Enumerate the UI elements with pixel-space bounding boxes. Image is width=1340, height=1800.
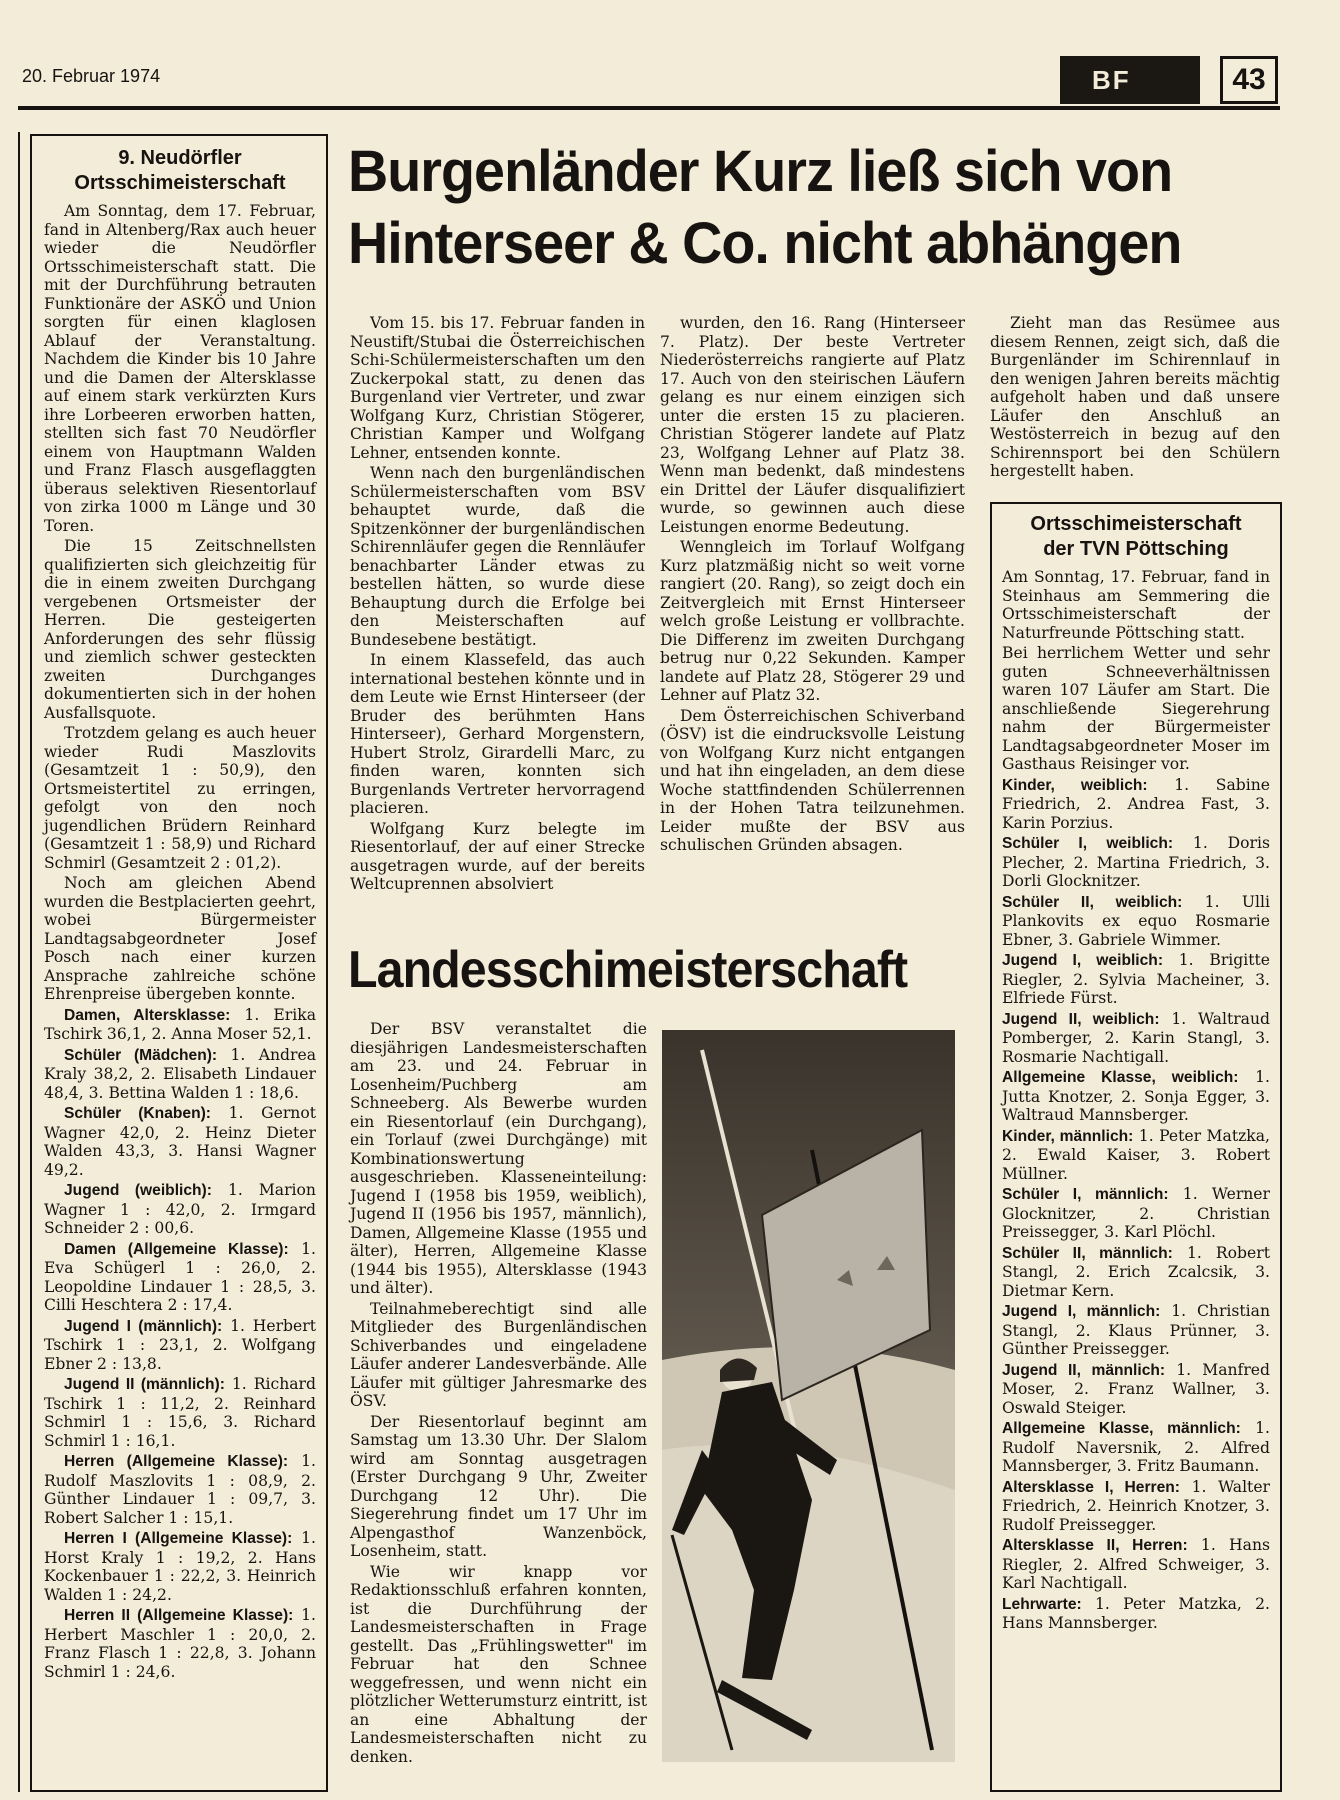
result-ranking: 1. Hans Riegler, 2. Alfred Schweiger, 3. Karl Nachtigall. (1002, 1536, 1270, 1592)
paragraph: Wie wir knapp vor Redaktionsschluß erfahren konnten, ist die Durchführung der Landesmeisterschaften in Frage gestellt. Das „Frühlingswetter" im Februar hat den Schnee weggefressen, und wenn nicht ein plötzlicher Wetterumsturz eintritt, ist an eine Abhaltung der Landesmeisterschaften nicht zu denken. (350, 1562, 647, 1766)
result-category: Allgemeine Klasse, weiblich: (1002, 1069, 1239, 1086)
result-category: Schüler I, weiblich: (1002, 835, 1174, 852)
result-category: Damen (Allgemeine Klasse): (64, 1240, 289, 1258)
result-ranking: 1. Peter Matzka, 2. Hans Mannsberger. (1002, 1594, 1270, 1632)
result-entry (44, 1006, 316, 1044)
result-category: Jugend I, weiblich: (1002, 952, 1164, 969)
result-category: Kinder, weiblich: (1002, 776, 1148, 794)
poettsching-body (1002, 568, 1270, 774)
poettsching-title: Ortsschimeisterschaft der TVN Pöttsching (1030, 513, 1242, 560)
result-ranking: 1. Rudolf Naversnik, 2. Alfred Mannsberger, 3. Fritz Baumann. (1002, 1419, 1270, 1475)
result-entry (44, 1046, 316, 1103)
paragraph: Der BSV veranstaltet die diesjährigen Landesmeisterschaften am 23. und 24. Februar in Losenheim/Puchberg am Schneeberg. Als Bewerbe wurden ein Riesentorlauf (ein Durchgang), ein Torlauf (zwei Durchgänge) mit Kombinationswertung ausgeschrieben. Klasseneinteilung: Jugend I (1958 bis 1959, weiblich), Jugend II (1956 bis 1957, männlich), Damen, Allgemeine Klasse (1955 und älter), Herren, Allgemeine Klasse (1944 bis 1955), Altersklasse (1943 und älter). (350, 1020, 647, 1297)
result-entry (1002, 951, 1270, 1008)
result-ranking: 1. Doris Plecher, 2. Martina Friedrich, 3. Dorli Glocknitzer. (1002, 834, 1270, 890)
main-article-col-2 (660, 314, 965, 857)
result-category: Altersklasse II, Herren: (1002, 1537, 1188, 1554)
result-ranking: 1. Manfred Moser, 2. Franz Wallner, 3. Oswald Steiger. (1002, 1360, 1270, 1417)
result-ranking: 1. Andrea Kraly 38,2, 2. Elisabeth Lindauer 48,4, 3. Bettina Walden 1 : 18,6. (44, 1045, 316, 1102)
neudoerfler-box (30, 134, 328, 1792)
result-entry (44, 1104, 316, 1179)
result-ranking: 1. Peter Matzka, 2. Ewald Kaiser, 3. Robert Müllner. (1002, 1126, 1270, 1183)
result-entry (44, 1240, 316, 1315)
result-category: Allgemeine Klasse, männlich: (1002, 1420, 1241, 1437)
paragraph: Bei herrlichem Wetter und sehr guten Schneeverhältnissen waren 107 Läufer am Start. Die anschließende Siegerehrung nahm der Bürgermeister Landtagsabgeordneter Moser im Gasthaus Reisinger vor. (1002, 644, 1270, 773)
result-category: Jugend I (männlich): (64, 1317, 223, 1335)
paragraph: Am Sonntag, dem 17. Februar, fand in Altenberg/Rax auch heuer wieder die Neudörfler Ortsschimeisterschaft statt. Die mit der Durchführung betrauten Funktionäre der ASKÖ und Union sorgten für einen klaglosen Ablauf der Veranstaltung. Nachdem die Kinder bis 10 Jahre und die Damen der Altersklasse auf einem stark verkürzten Kurs ihre Lorbeeren erworben hatten, stellten sich fast 70 Neudörfler einem von Hauptmann Walden und Franz Flasch ausgeflaggten überaus selektiven Riesentorlauf von zirka 1000 m Länge und 30 Toren. (44, 202, 316, 535)
result-category: Kinder, männlich: (1002, 1127, 1134, 1145)
result-category: Altersklasse I, Herren: (1002, 1478, 1180, 1496)
result-ranking: 1. Brigitte Riegler, 2. Sylvia Macheiner, 3. Elfriede Fürst. (1002, 951, 1270, 1007)
neudoerfler-title: 9. Neudörfler Ortsschimeisterschaft (74, 147, 286, 194)
result-entry (44, 1317, 316, 1374)
result-ranking: 1. Erika Tschirk 36,1, 2. Anna Moser 52,1. (44, 1005, 316, 1043)
result-entry (44, 1452, 316, 1527)
paragraph: In einem Klassefeld, das auch international bestehen könnte und in dem Leute wie Ernst Hinterseer (der Bruder des berühmten Hans Hinterseer), Gerhard Morgenstern, Hubert Strolz, Girardelli Marc, zu finden waren, konnten sich Burgenlands Vertreter hervorragend placieren. (350, 651, 645, 817)
result-ranking: 1. Eva Schügerl 1 : 26,0, 2. Leopoldine Lindauer 1 : 28,5, 3. Cilli Heschtera 2 : 17,4. (44, 1239, 317, 1314)
result-entry (44, 1529, 316, 1604)
paragraph: Die 15 Zeitschnellsten qualifizierten sich gleichzeitig für die in einem zweiten Durchgang vergebenen Ortsmeister der Herren. Die gesteigerten Anforderungen des sehr flüssig und ziemlich schwer gesteckten zweiten Durchganges dokumentierten sich in der hohen Ausfallsquote. (44, 537, 316, 722)
section-label: BF (1060, 56, 1200, 104)
result-entry (1002, 1536, 1270, 1593)
paragraph: Wenngleich im Torlauf Wolfgang Kurz platzmäßig nicht so weit vorne rangiert (20. Rang), so zeigt doch ein Zeitvergleich mit Ernst Hinterseer welch große Leistung er vollbrachte. Die Differenz im zweiten Durchgang betrug nur 0,22 Sekunden. Kamper landete auf Platz 28, Stögerer 29 und Lehner auf Platz 32. (660, 538, 965, 704)
result-ranking: 1. Christian Stangl, 2. Klaus Prünner, 3. Günther Preissegger. (1002, 1302, 1270, 1358)
result-entry (1002, 1478, 1270, 1535)
result-entry (1002, 1010, 1270, 1067)
result-category: Schüler (Knaben): (64, 1105, 211, 1122)
main-article-col-3 (990, 314, 1280, 483)
result-ranking: 1. Sabine Friedrich, 2. Andrea Fast, 3. Karin Porzius. (1002, 775, 1271, 832)
result-entry (44, 1375, 316, 1450)
result-entry (1002, 1244, 1270, 1301)
result-category: Herren I (Allgemeine Klasse): (64, 1530, 293, 1547)
poettsching-box (990, 502, 1282, 1792)
result-category: Herren (Allgemeine Klasse): (64, 1453, 289, 1470)
result-category: Herren II (Allgemeine Klasse): (64, 1607, 294, 1624)
result-category: Schüler II, weiblich: (1002, 893, 1183, 911)
result-entry (1002, 1419, 1270, 1476)
result-ranking: 1. Werner Glocknitzer, 2. Christian Preissegger, 3. Karl Plöchl. (1002, 1185, 1270, 1241)
result-ranking: 1. Jutta Knotzer, 2. Sonja Egger, 3. Waltraud Mannsberger. (1002, 1068, 1270, 1124)
second-headline: Landesschimeisterschaft (348, 941, 908, 999)
result-entry (1002, 1595, 1270, 1633)
paragraph: Wenn nach den burgenländischen Schülermeisterschaften vom BSV behauptet wurde, daß die Spitzenkönner der burgenländischen Schirennläufer gegen die Rennläufer benachbarter Länder etwas zu bestellen hätten, so wurde diese Behauptung durch die Erfolge bei den Meisterschaften auf Bundesebene bestätigt. (350, 464, 645, 649)
main-headline: Burgenländer Kurz ließ sich von Hinterseer & Co. nicht abhängen (348, 139, 1182, 276)
result-entry (1002, 1361, 1270, 1418)
paragraph: Am Sonntag, 17. Februar, fand in Steinhaus am Semmering die Ortsschimeisterschaft der Naturfreunde Pöttsching statt. (1002, 568, 1270, 642)
result-entry (1002, 834, 1270, 891)
result-entry (44, 1606, 316, 1681)
paragraph: wurden, den 16. Rang (Hinterseer 7. Platz). Der beste Vertreter Niederösterreichs rangierte auf Platz 17. Auch von den steirischen Läufern gelang es nur einem einzigen sich unter die ersten 15 zu placieren. Christian Stögerer landete auf Platz 23, Wolfgang Lehner auf Platz 38. Wenn man bedenkt, daß mindestens ein Drittel der Läufer disqualifiziert wurde, so gewinnen auch diese Leistungen enorme Bedeutung. (660, 314, 965, 536)
skier-photo-image (662, 1030, 955, 1762)
paragraph: Zieht man das Resümee aus diesem Rennen, zeigt sich, daß die Burgenländer im Schirennlauf in den wenigen Jahren bereits mächtig aufgeholt haben und daß unsere Läufer den Anschluß an Westösterreich in bezug auf den Schirennsport bei den Schülern hergestellt haben. (990, 314, 1280, 480)
paragraph: Trotzdem gelang es auch heuer wieder Rudi Maszlovits (Gesamtzeit 1 : 50,9), den Ortsmeistertitel zu erringen, gefolgt von den noch jugendlichen Brüdern Reinhard (Gesamtzeit 1 : 58,9) und Richard Schmirl (Gesamtzeit 2 : 01,2). (44, 724, 316, 872)
paragraph: Der Riesentorlauf beginnt am Samstag um 13.30 Uhr. Der Slalom wird am Sonntag ausgetragen (Erster Durchgang 9 Uhr, Zweiter Durchgang 12 Uhr). Die Siegerehrung findet um 17 Uhr im Alpengasthof Wanzenböck, Losenheim, statt. (350, 1412, 647, 1560)
result-ranking: 1. Waltraud Pomberger, 2. Karin Stangl, 3. Rosmarie Nachtigall. (1002, 1009, 1270, 1066)
result-ranking: 1. Gernot Wagner 42,0, 2. Heinz Dieter Walden 43,3, 3. Hansi Wagner 49,2. (44, 1104, 316, 1179)
neudoerfler-results (44, 1006, 316, 1682)
paragraph: Teilnahmeberechtigt sind alle Mitglieder des Burgenländischen Schiverbandes und eingeladene Läufer anderer Landesverbände. Alle Läufer mit gültiger Jahresmarke des ÖSV. (350, 1299, 647, 1410)
result-entry (1002, 776, 1270, 833)
result-category: Schüler I, männlich: (1002, 1186, 1169, 1203)
result-category: Jugend II, männlich: (1002, 1361, 1166, 1379)
result-category: Jugend II, weiblich: (1002, 1010, 1160, 1028)
result-ranking: 1. Robert Stangl, 2. Erich Zcalcsik, 3. Dietmar Kern. (1002, 1243, 1270, 1300)
paragraph: Noch am gleichen Abend wurden die Bestplacierten geehrt, wobei Bürgermeister Landtagsabgeordneter Josef Posch nach einer kurzen Ansprache zahlreiche schöne Ehrenpreise übergeben konnte. (44, 874, 316, 1003)
result-entry (1002, 1127, 1270, 1184)
poettsching-results (1002, 776, 1270, 1633)
result-ranking: 1. Herbert Tschirk 1 : 23,1, 2. Wolfgang Ebner 2 : 13,8. (44, 1316, 316, 1373)
result-category: Schüler (Mädchen): (64, 1046, 218, 1064)
result-category: Damen, Altersklasse: (64, 1006, 231, 1024)
result-category: Jugend II (männlich): (64, 1376, 225, 1393)
neudoerfler-body (44, 202, 316, 1004)
skier-photo (662, 1030, 955, 1762)
result-ranking: 1. Walter Friedrich, 2. Heinrich Knotzer, 3. Rudolf Preissegger. (1002, 1477, 1271, 1534)
second-article-body (350, 1020, 647, 1768)
page-number: 43 (1220, 56, 1278, 104)
result-ranking: 1. Ulli Plankovits ex equo Rosmarie Ebner, 3. Gabriele Wimmer. (1002, 892, 1270, 949)
paragraph: Vom 15. bis 17. Februar fanden in Neustift/Stubai die Österreichischen Schi-Schülermeisterschaften um den Zuckerpokal statt, zu denen das Burgenland vier Vertreter, und zwar Wolfgang Kurz, Christian Stögerer, Christian Kamper und Wolfgang Lehner, entsenden konnte. (350, 314, 645, 462)
issue-date: 20. Februar 1974 (22, 66, 161, 86)
result-entry (1002, 1302, 1270, 1359)
result-category: Schüler II, männlich: (1002, 1244, 1173, 1262)
page-left-rule (18, 132, 20, 1792)
result-category: Jugend I, männlich: (1002, 1303, 1161, 1320)
result-entry (1002, 1185, 1270, 1242)
result-entry (44, 1181, 316, 1238)
result-ranking: 1. Rudolf Maszlovits 1 : 08,9, 2. Günther Lindauer 1 : 09,7, 3. Robert Salcher 1 : 15,1. (44, 1452, 316, 1527)
result-ranking: 1. Marion Wagner 1 : 42,0, 2. Irmgard Schneider 2 : 00,6. (44, 1181, 316, 1237)
main-article-col-1 (350, 314, 645, 896)
result-category: Jugend (weiblich): (64, 1182, 212, 1199)
paragraph: Wolfgang Kurz belegte im Riesentorlauf, der auf einer Strecke ausgetragen wurde, auf der bereits Weltcuprennen absolviert (350, 819, 645, 893)
result-ranking: 1. Herbert Maschler 1 : 20,0, 2. Franz Flasch 1 : 22,8, 3. Johann Schmirl 1 : 24,6. (44, 1606, 316, 1681)
result-entry (1002, 893, 1270, 950)
paragraph: Dem Österreichischen Schiverband (ÖSV) ist die eindrucksvolle Leistung von Wolfgang Kurz nicht entgangen und hat ihn eingeladen, an dem diese Woche stattfindenden Schülerrennen in der Hohen Tatra teilzunehmen. Leider mußte der BSV aus schulischen Gründen absagen. (660, 706, 965, 854)
result-category: Lehrwarte: (1002, 1595, 1082, 1613)
result-entry (1002, 1068, 1270, 1125)
result-ranking: 1. Horst Kraly 1 : 19,2, 2. Hans Kockenbauer 1 : 22,2, 3. Heinrich Walden 1 : 24,2. (44, 1529, 316, 1604)
result-ranking: 1. Richard Tschirk 1 : 11,2, 2. Reinhard Schmirl 1 : 15,6, 3. Richard Schmirl 1 : 16,1. (44, 1375, 316, 1450)
header-rule (18, 106, 1280, 110)
